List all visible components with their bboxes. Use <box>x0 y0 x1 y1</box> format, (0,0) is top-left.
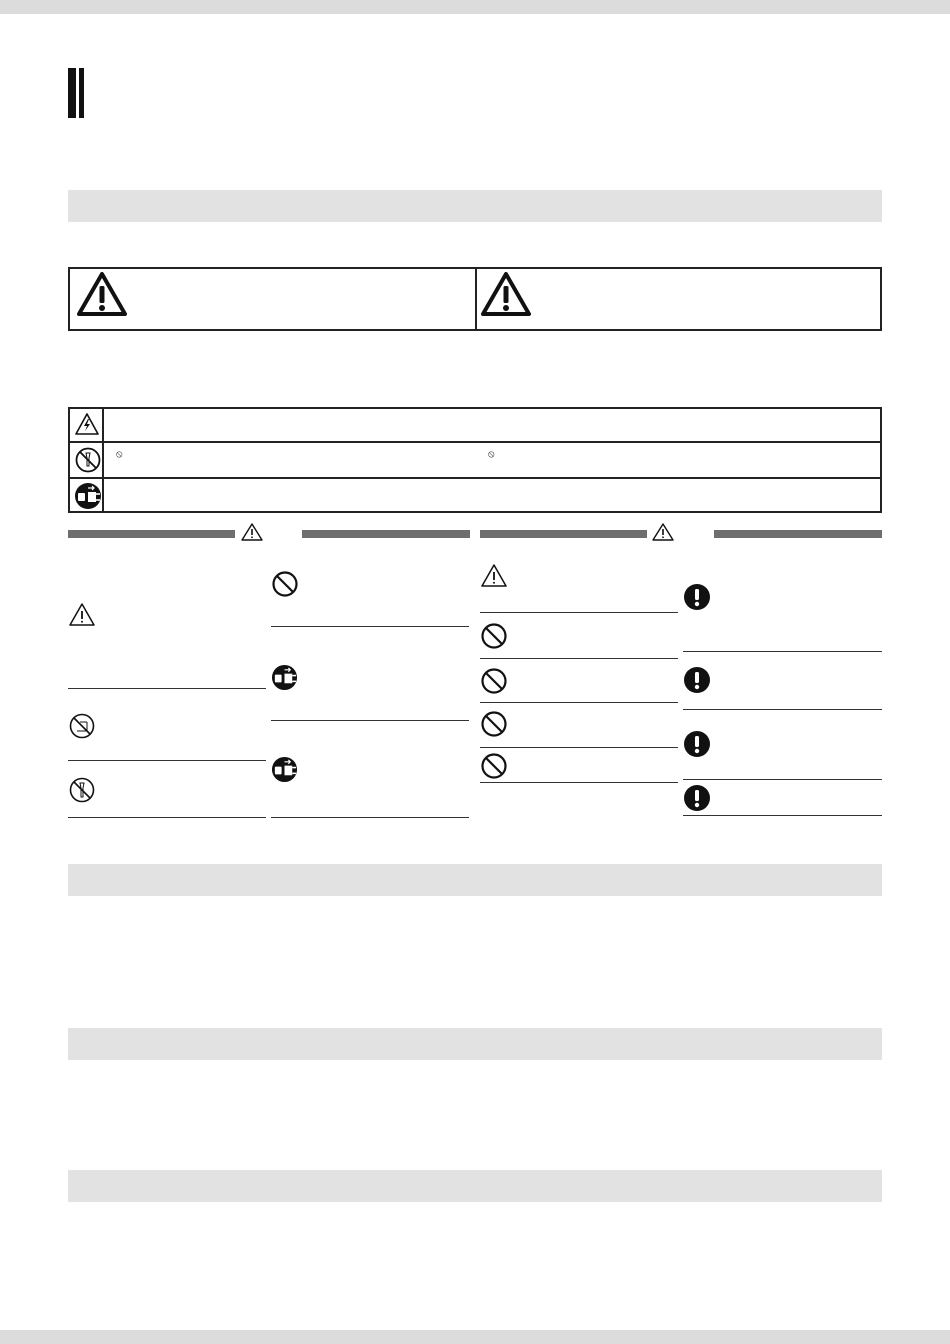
col3-header-bar <box>480 530 647 538</box>
prohibition-icon <box>480 752 508 780</box>
col1-divider-3 <box>68 817 266 818</box>
section-heading-band-4 <box>68 1170 882 1202</box>
mandatory-action-icon <box>683 583 711 611</box>
warning-triangle-icon <box>68 602 96 628</box>
no-wet-hands-icon <box>68 712 96 740</box>
section-heading-band-2 <box>68 864 882 896</box>
prohibition-icon <box>480 622 508 650</box>
col3-divider-3 <box>480 702 678 703</box>
col4-header-bar <box>714 530 882 538</box>
unplug-icon <box>271 756 298 783</box>
col2-divider-1 <box>271 626 469 627</box>
symbol-legend-table <box>68 407 882 513</box>
col4-divider-3 <box>683 779 882 780</box>
col2-divider-2 <box>271 720 469 721</box>
legend-row-electric <box>70 409 880 441</box>
prohibition-icon <box>480 667 508 695</box>
electric-shock-triangle-icon <box>70 409 104 441</box>
unplug-icon <box>271 664 298 691</box>
do-not-disassemble-icon <box>68 776 96 804</box>
col3-divider-2 <box>480 658 678 659</box>
signal-word-box <box>68 267 882 331</box>
inline-prohibit-symbol-1: ⦸ <box>116 449 123 460</box>
warning-triangle-icon <box>240 522 264 542</box>
chapter-title-marker <box>68 68 84 118</box>
col3-divider-4 <box>480 747 678 748</box>
mandatory-action-icon <box>683 730 711 758</box>
do-not-disassemble-icon <box>70 443 104 479</box>
legend-row-unplug <box>70 477 880 513</box>
col1-divider-2 <box>68 760 266 761</box>
warning-triangle-icon <box>480 563 508 589</box>
mandatory-action-icon <box>683 666 711 694</box>
mandatory-action-icon <box>683 784 711 812</box>
page-top-band <box>0 0 950 14</box>
warning-triangle-icon <box>76 271 128 331</box>
signal-word-divider <box>475 269 477 329</box>
col2-divider-3 <box>271 817 469 818</box>
prohibition-icon <box>480 710 508 738</box>
page-bottom-band <box>0 1330 950 1344</box>
section-heading-band-safety <box>68 190 882 222</box>
col3-divider-5 <box>480 782 678 783</box>
unplug-icon <box>70 479 104 513</box>
col1-header-bar <box>68 530 235 538</box>
prohibition-icon <box>271 570 299 598</box>
legend-row-prohibit <box>70 441 880 479</box>
col3-divider-1 <box>480 612 678 613</box>
warning-triangle-icon <box>651 522 675 542</box>
inline-prohibit-symbol-2: ⦸ <box>488 449 495 460</box>
col4-divider-1 <box>683 651 882 652</box>
section-heading-band-3 <box>68 1028 882 1060</box>
col1-divider-1 <box>68 688 266 689</box>
col4-divider-2 <box>683 709 882 710</box>
col2-header-bar <box>302 530 470 538</box>
col4-divider-4 <box>683 815 882 816</box>
warning-triangle-icon <box>480 271 532 331</box>
